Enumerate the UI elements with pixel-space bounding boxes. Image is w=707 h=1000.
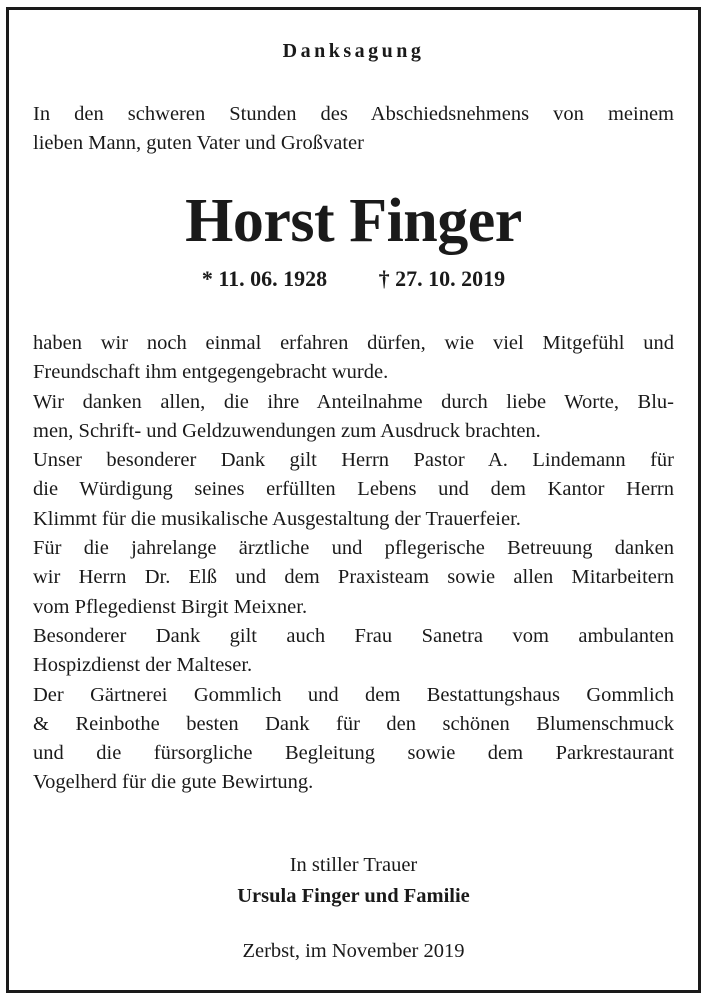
text-line: Vogelherd für die gute Bewirtung. — [33, 771, 314, 794]
text-line: Hospizdienst der Malteser. — [33, 654, 253, 677]
paragraph — [33, 329, 674, 388]
death-date: † 27. 10. 2019 — [378, 266, 506, 291]
paragraph — [33, 388, 674, 447]
text-line: vom Pflegedienst Birgit Meixner. — [33, 595, 308, 618]
text-line: Der Gärtnerei Gommlich und dem Bestattungshaus Gommlich — [33, 683, 674, 706]
thanks-text — [33, 329, 674, 798]
intro-line: lieben Mann, guten Vater und Großvater — [33, 132, 364, 154]
life-dates — [9, 266, 698, 292]
mourning-block — [9, 850, 698, 912]
intro-line: In den schweren Stunden des Abschiedsnehmens von meinem — [33, 103, 674, 125]
text-line: & Reinbothe besten Dank für den schönen Blumenschmuck — [33, 712, 674, 735]
text-line: men, Schrift- und Geldzuwendungen zum Ausdruck brachten. — [33, 419, 541, 442]
text-line: Besonderer Dank gilt auch Frau Sanetra vom ambulanten — [33, 624, 674, 647]
paragraph — [33, 622, 674, 681]
deceased-name: Horst Finger — [185, 187, 522, 255]
text-line: und die fürsorgliche Begleitung sowie dem Parkrestaurant — [33, 742, 674, 765]
paragraph — [33, 534, 674, 622]
paragraph — [33, 446, 674, 534]
text-line: die Würdigung seines erfüllten Lebens und dem Kantor Herrn — [33, 478, 674, 501]
text-line: Wir danken allen, die ihre Anteilnahme durch liebe Worte, Blu- — [33, 390, 674, 413]
text-line: wir Herrn Dr. Elß und dem Praxisteam sowie allen Mitarbeitern — [33, 566, 674, 589]
text-line: Unser besonderer Dank gilt Herrn Pastor A. Lindemann für — [33, 449, 674, 472]
place-date: Zerbst, im November 2019 — [242, 940, 465, 962]
paragraph — [33, 681, 674, 798]
text-line: Freundschaft ihm entgegengebracht wurde. — [33, 361, 389, 384]
text-line: haben wir noch einmal erfahren dürfen, wie viel Mitgefühl und — [33, 332, 674, 354]
obituary-notice — [6, 7, 701, 993]
signers: Ursula Finger und Familie — [237, 885, 470, 907]
text-line: Klimmt für die musikalische Ausgestaltung der Trauerfeier. — [33, 507, 521, 530]
birth-date: * 11. 06. 1928 — [201, 266, 328, 291]
notice-heading: Danksagung — [282, 40, 425, 62]
text-line: Für die jahrelange ärztliche und pflegerische Betreuung danken — [33, 537, 674, 560]
intro-text — [33, 100, 674, 158]
mourning-line: In stiller Trauer — [289, 854, 418, 876]
